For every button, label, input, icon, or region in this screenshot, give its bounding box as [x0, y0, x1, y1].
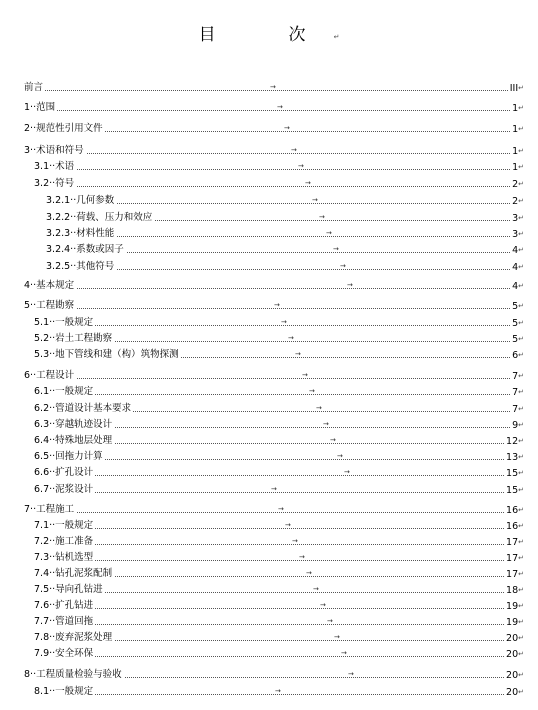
toc-entry[interactable] — [0, 550, 538, 566]
toc-entry-page — [504, 550, 524, 567]
toc-entry-page — [504, 630, 524, 647]
toc-entry[interactable] — [0, 534, 538, 550]
toc-entry-page — [510, 347, 524, 364]
tab-arrow-icon: → — [274, 301, 280, 309]
toc-entry[interactable] — [0, 278, 538, 294]
toc-entry[interactable] — [0, 646, 538, 662]
page-number: 20 — [506, 649, 519, 660]
tab-arrow-icon: → — [320, 601, 326, 609]
dot-leader — [24, 512, 516, 513]
dot-leader — [34, 624, 516, 625]
dot-leader — [34, 325, 516, 326]
tab-arrow-icon: → — [344, 468, 350, 476]
toc-entry-label: 3··术语和符号 — [24, 143, 86, 159]
toc-entry-page — [510, 242, 524, 259]
page-number: 17 — [506, 537, 519, 548]
paragraph-mark-icon: ↵ — [518, 405, 524, 413]
toc-entry-page — [504, 433, 524, 450]
paragraph-mark-icon: ↵ — [518, 104, 524, 112]
tab-arrow-icon: → — [288, 334, 294, 342]
tab-arrow-icon: → — [292, 537, 298, 545]
toc-entry-page — [510, 315, 524, 332]
page-number: 5 — [512, 318, 519, 329]
page-number: 12 — [506, 436, 519, 447]
toc-entry-page — [510, 176, 524, 193]
toc-entry-label: 6.5··回拖力计算 — [34, 449, 105, 465]
toc-entry-page — [510, 384, 524, 401]
toc-entry[interactable] — [0, 630, 538, 646]
toc-entry-page — [504, 646, 524, 663]
toc-entry[interactable] — [0, 259, 538, 275]
dot-leader — [34, 528, 516, 529]
toc-entry-label: 7.4··钻孔泥浆配制 — [34, 566, 114, 582]
paragraph-mark-icon: ↵ — [518, 335, 524, 343]
page-number: 17 — [506, 569, 519, 580]
toc-entry[interactable] — [0, 331, 538, 347]
tab-arrow-icon: → — [333, 245, 339, 253]
tab-arrow-icon: → — [341, 649, 347, 657]
toc-entry-label: 6.3··穿越轨迹设计 — [34, 417, 114, 433]
page-number: 1 — [512, 162, 519, 173]
toc-entry-label: 6.6··扩孔设计 — [34, 465, 95, 481]
toc-entry-label: 5··工程勘察 — [24, 298, 76, 314]
page-number: 4 — [512, 262, 519, 273]
toc-entry-label: 7.5··导向孔钻进 — [34, 582, 105, 598]
toc-entry[interactable] — [0, 242, 538, 258]
toc-entry-label: 8··工程质量检验与验收 — [24, 667, 124, 683]
page-number: 19 — [506, 601, 519, 612]
toc-entry-page — [510, 368, 524, 385]
page-number: 7 — [512, 404, 519, 415]
tab-arrow-icon: → — [285, 521, 291, 529]
toc-entry-page — [508, 80, 524, 97]
page-number: 13 — [506, 452, 519, 463]
toc-entry-label: 6.1··一般规定 — [34, 384, 95, 400]
toc-entry-page — [504, 465, 524, 482]
tab-arrow-icon: → — [327, 617, 333, 625]
toc-entry[interactable] — [0, 193, 538, 209]
toc-entry[interactable] — [0, 482, 538, 498]
page-number: 17 — [506, 553, 519, 564]
toc-entry[interactable] — [0, 121, 538, 137]
dot-leader — [24, 110, 516, 111]
toc-entry-page — [510, 401, 524, 418]
toc-entry-page — [504, 566, 524, 583]
tab-arrow-icon: → — [295, 350, 301, 358]
dot-leader — [34, 475, 516, 476]
toc-entry-page — [504, 598, 524, 615]
toc-entry-label: 3.2··符号 — [34, 176, 76, 192]
toc-entry[interactable] — [0, 100, 538, 116]
dot-leader — [34, 608, 516, 609]
tab-arrow-icon: → — [309, 387, 315, 395]
toc-entry-page — [504, 684, 524, 701]
toc-entry-label: 7··工程施工 — [24, 502, 76, 518]
tab-arrow-icon: → — [313, 585, 319, 593]
tab-arrow-icon: → — [270, 83, 276, 91]
paragraph-mark-icon: ↵ — [518, 246, 524, 254]
toc-entry[interactable] — [0, 465, 538, 481]
page-number: 4 — [512, 281, 519, 292]
dot-leader — [24, 153, 516, 154]
paragraph-mark-icon: ↵ — [518, 302, 524, 310]
tab-arrow-icon: → — [271, 485, 277, 493]
page-number: 7 — [512, 371, 519, 382]
paragraph-mark-icon: ↵ — [518, 230, 524, 238]
paragraph-mark-icon: ↵ — [518, 688, 524, 696]
toc-entry[interactable] — [0, 384, 538, 400]
paragraph-mark-icon: ↵ — [518, 263, 524, 271]
toc-entry[interactable] — [0, 417, 538, 433]
toc-entry-label: 7.1··一般规定 — [34, 518, 95, 534]
toc-entry-page — [504, 534, 524, 551]
toc-entry[interactable] — [0, 614, 538, 630]
page-number: 20 — [506, 633, 519, 644]
toc-entry-label: 7.3··钻机选型 — [34, 550, 95, 566]
toc-entry[interactable] — [0, 401, 538, 417]
toc-entry-label: 3.2.2··荷载、压力和效应 — [46, 210, 154, 226]
toc-entry[interactable] — [0, 143, 538, 159]
tab-arrow-icon: → — [312, 196, 318, 204]
page-number: 2 — [512, 196, 519, 207]
paragraph-mark-icon: ↵ — [518, 437, 524, 445]
page-number: 5 — [512, 301, 519, 312]
toc-entry-label: 7.8··废弃泥浆处理 — [34, 630, 114, 646]
toc-entry-page — [510, 159, 524, 176]
dot-leader — [46, 203, 516, 204]
dot-leader — [34, 592, 516, 593]
paragraph-mark-icon: ↵ — [518, 538, 524, 546]
paragraph-mark-icon: ↵ — [518, 522, 524, 530]
paragraph-mark-icon: ↵ — [518, 319, 524, 327]
toc-entry-label: 6.2··管道设计基本要求 — [34, 401, 133, 417]
page-number: 15 — [506, 468, 519, 479]
tab-arrow-icon: → — [323, 420, 329, 428]
toc-entry-label: 1··范围 — [24, 100, 57, 116]
toc-entry-page — [510, 193, 524, 210]
toc-entry-page — [504, 518, 524, 535]
paragraph-mark-icon: ↵ — [518, 671, 524, 679]
toc-entry[interactable] — [0, 582, 538, 598]
toc-entry[interactable] — [0, 598, 538, 614]
paragraph-mark-icon: ↵ — [518, 372, 524, 380]
tab-arrow-icon: → — [334, 633, 340, 641]
tab-arrow-icon: → — [305, 179, 311, 187]
toc-entry-page — [504, 582, 524, 599]
paragraph-mark-icon: ↵ — [518, 163, 524, 171]
toc-entry-label: 5.1··一般规定 — [34, 315, 95, 331]
tab-arrow-icon: → — [281, 318, 287, 326]
page-number: 20 — [506, 687, 519, 698]
page-number: 4 — [512, 245, 519, 256]
toc-entry[interactable] — [0, 518, 538, 534]
paragraph-mark-icon: ↵ — [518, 586, 524, 594]
dot-leader — [34, 656, 516, 657]
page-number: 1 — [512, 146, 519, 157]
toc-entry[interactable] — [0, 315, 538, 331]
toc-entry[interactable] — [0, 433, 538, 449]
toc-entry-label: 3.2.3··材料性能 — [46, 226, 116, 242]
toc-entry-page — [504, 449, 524, 466]
paragraph-mark-icon: ↵ — [518, 570, 524, 578]
page-number: 9 — [512, 420, 519, 431]
toc-entry[interactable] — [0, 210, 538, 226]
page-number: 6 — [512, 350, 519, 361]
paragraph-mark-icon: ↵ — [518, 388, 524, 396]
toc-entry-page — [504, 482, 524, 499]
dot-leader — [34, 544, 516, 545]
dot-leader — [24, 288, 516, 289]
toc-entry-label: 7.7··管道回拖 — [34, 614, 95, 630]
paragraph-mark-icon: ↵ — [518, 147, 524, 155]
toc-entry-page — [504, 614, 524, 631]
toc-entry[interactable] — [0, 368, 538, 384]
toc-entry[interactable] — [0, 449, 538, 465]
tab-arrow-icon: → — [337, 452, 343, 460]
tab-arrow-icon: → — [284, 124, 290, 132]
dot-leader — [34, 394, 516, 395]
page-number: 3 — [512, 229, 519, 240]
toc-entry-label: 5.2··岩土工程勘察 — [34, 331, 114, 347]
tab-arrow-icon: → — [302, 371, 308, 379]
paragraph-mark-icon: ↵ — [518, 421, 524, 429]
paragraph-mark-icon: ↵ — [518, 506, 524, 514]
title-text: 目 次 — [198, 25, 334, 45]
toc-entry-page — [510, 278, 524, 295]
tab-arrow-icon: → — [326, 229, 332, 237]
dot-leader — [46, 269, 516, 270]
toc-entry-label: 6··工程设计 — [24, 368, 76, 384]
tab-arrow-icon: → — [298, 162, 304, 170]
toc-entry-label: 6.4··特殊地层处理 — [34, 433, 114, 449]
paragraph-mark-icon: ↵ — [518, 618, 524, 626]
dot-leader — [24, 308, 516, 309]
toc-entry-page — [510, 100, 524, 117]
toc-entry-label: 7.2··施工准备 — [34, 534, 95, 550]
paragraph-mark-icon: ↵ — [518, 453, 524, 461]
tab-arrow-icon: → — [275, 687, 281, 695]
toc-entry[interactable] — [0, 176, 538, 192]
toc-entry-page — [510, 121, 524, 138]
paragraph-mark-icon: ↵ — [518, 125, 524, 133]
toc-entry-label: 7.6··扩孔钻进 — [34, 598, 95, 614]
toc-entry-label: 3.2.1··几何参数 — [46, 193, 116, 209]
toc-entry-label: 8.1··一般规定 — [34, 684, 95, 700]
toc-entry-label: 5.3··地下管线和建（构）筑物探测 — [34, 347, 181, 363]
toc-entry-page — [504, 667, 524, 684]
paragraph-mark-icon: ↵ — [518, 84, 524, 92]
dot-leader — [24, 378, 516, 379]
toc-entry[interactable] — [0, 159, 538, 175]
toc-entry-page — [510, 259, 524, 276]
page-number: 20 — [506, 670, 519, 681]
paragraph-mark-icon: ↵ — [518, 469, 524, 477]
toc-entry-page — [504, 502, 524, 519]
toc-entry[interactable] — [0, 684, 538, 700]
toc-entry-label: 2··规范性引用文件 — [24, 121, 105, 137]
tab-arrow-icon: → — [291, 146, 297, 154]
toc-entry[interactable] — [0, 298, 538, 314]
toc-entry-label: 6.7··泥浆设计 — [34, 482, 95, 498]
page-number: III — [509, 83, 519, 94]
toc-entry-page — [510, 226, 524, 243]
paragraph-mark-icon: ↵ — [518, 554, 524, 562]
page-number: 1 — [512, 124, 519, 135]
paragraph-mark-icon: ↵ — [518, 214, 524, 222]
tab-arrow-icon: → — [306, 569, 312, 577]
toc-entry-page — [510, 298, 524, 315]
dot-leader — [46, 236, 516, 237]
dot-leader — [34, 560, 516, 561]
tab-arrow-icon: → — [340, 262, 346, 270]
toc-entry[interactable] — [0, 347, 538, 363]
tab-arrow-icon: → — [347, 281, 353, 289]
page-number: 19 — [506, 617, 519, 628]
paragraph-mark-icon: ↵ — [518, 650, 524, 658]
dot-leader — [34, 186, 516, 187]
paragraph-mark-icon: ↵ — [333, 33, 368, 41]
dot-leader — [34, 459, 516, 460]
tab-arrow-icon: → — [277, 103, 283, 111]
page-number: 3 — [512, 213, 519, 224]
tab-arrow-icon: → — [330, 436, 336, 444]
page-number: 2 — [512, 179, 519, 190]
paragraph-mark-icon: ↵ — [518, 351, 524, 359]
toc-entry-page — [510, 143, 524, 160]
toc-entry-label: 3.2.5··其他符号 — [46, 259, 116, 275]
paragraph-mark-icon: ↵ — [518, 634, 524, 642]
toc-entry-label: 7.9··安全环保 — [34, 646, 95, 662]
paragraph-mark-icon: ↵ — [518, 602, 524, 610]
toc-entry[interactable] — [0, 80, 538, 96]
page-number: 7 — [512, 387, 519, 398]
toc-entry[interactable] — [0, 502, 538, 518]
toc-entry-page — [510, 331, 524, 348]
paragraph-mark-icon: ↵ — [518, 282, 524, 290]
toc-entry[interactable] — [0, 226, 538, 242]
toc-entry-label: 4··基本规定 — [24, 278, 76, 294]
tab-arrow-icon: → — [299, 553, 305, 561]
page-number: 15 — [506, 485, 519, 496]
tab-arrow-icon: → — [319, 213, 325, 221]
toc-entry[interactable] — [0, 566, 538, 582]
page-number: 16 — [506, 505, 519, 516]
toc-entry-label: 3.1··术语 — [34, 159, 76, 175]
page-number: 1 — [512, 103, 519, 114]
toc-entry[interactable] — [0, 667, 538, 683]
tab-arrow-icon: → — [316, 404, 322, 412]
tab-arrow-icon: → — [348, 670, 354, 678]
toc-entry-label: 3.2.4··系数或因子 — [46, 242, 126, 258]
page-number: 16 — [506, 521, 519, 532]
paragraph-mark-icon: ↵ — [518, 180, 524, 188]
paragraph-mark-icon: ↵ — [518, 197, 524, 205]
toc-entry-page — [510, 417, 524, 434]
paragraph-mark-icon: ↵ — [518, 486, 524, 494]
tab-arrow-icon: → — [278, 505, 284, 513]
dot-leader — [34, 169, 516, 170]
toc-entry-label: 前言 — [24, 80, 45, 96]
page-number: 18 — [506, 585, 519, 596]
page-number: 5 — [512, 334, 519, 345]
toc-entry-page — [510, 210, 524, 227]
